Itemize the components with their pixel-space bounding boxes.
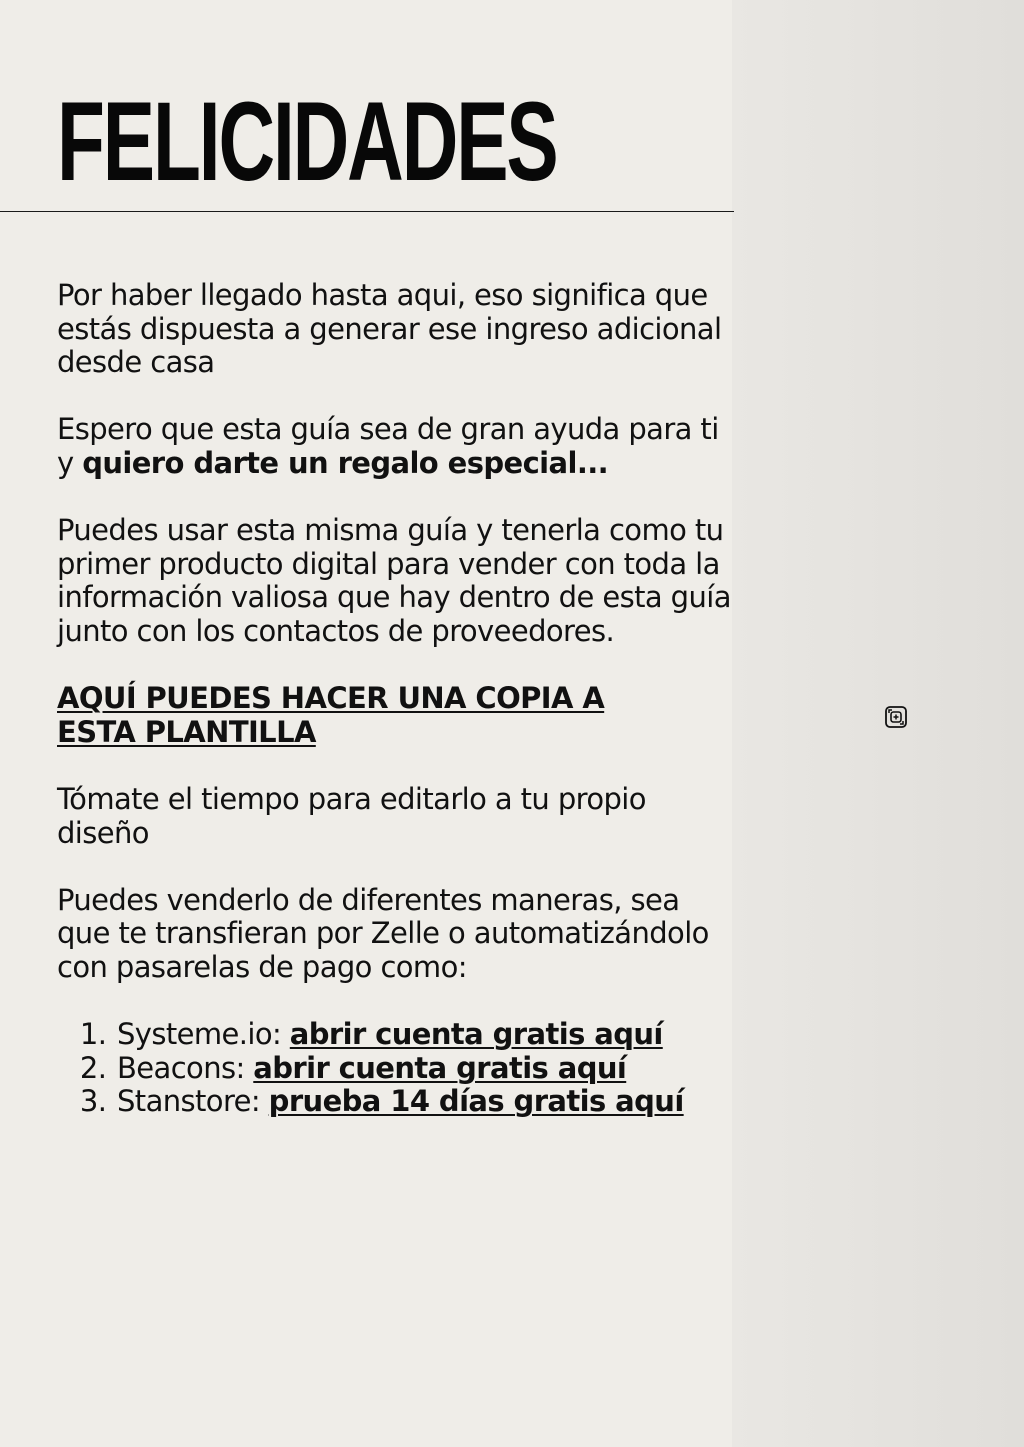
gift-paragraph-highlight: quiero darte un regalo especial... xyxy=(82,445,609,480)
gift-paragraph-text: Espero que esta guía sea de gran ayuda para ti y xyxy=(57,412,719,480)
document-body xyxy=(57,279,737,1119)
gateway-name-beacons: Beacons: xyxy=(117,1050,254,1085)
gateway-name-stanstore: Stanstore: xyxy=(117,1084,269,1119)
beacons-signup-link[interactable]: abrir cuenta gratis aquí xyxy=(253,1050,627,1085)
systeme-signup-link[interactable]: abrir cuenta gratis aquí xyxy=(289,1017,663,1052)
payment-gateway-list xyxy=(57,1018,737,1119)
intro-paragraph: Por haber llegado hasta aqui, eso significa que estás dispuesta a generar ese ingreso adicional desde casa xyxy=(57,278,722,380)
side-panel xyxy=(732,0,1024,1447)
canva-copy-icon[interactable] xyxy=(884,705,908,729)
list-item-beacons xyxy=(115,1052,737,1086)
title-divider xyxy=(0,211,734,212)
gateway-name-systeme: Systeme.io: xyxy=(117,1017,290,1052)
gift-paragraph xyxy=(57,413,737,480)
page-title: FELICIDADES xyxy=(57,79,557,204)
sales-paragraph: Puedes venderlo de diferentes maneras, sea que te transfieran por Zelle o automatizándolo con pasarelas de pago como: xyxy=(57,882,709,984)
edit-paragraph: Tómate el tiempo para editarlo a tu propio diseño xyxy=(57,781,646,850)
usage-paragraph: Puedes usar esta misma guía y tenerla como tu primer producto digital para vender con toda la información valiosa que hay dentro de esta guía junto con los contactos de proveedores. xyxy=(57,513,731,648)
stanstore-trial-link[interactable]: prueba 14 días gratis aquí xyxy=(268,1084,684,1119)
list-item-stanstore xyxy=(115,1085,737,1119)
copy-template-link[interactable]: AQUÍ PUEDES HACER UNA COPIA A ESTA PLANTILLA xyxy=(57,681,605,749)
list-item-systeme xyxy=(115,1018,737,1052)
